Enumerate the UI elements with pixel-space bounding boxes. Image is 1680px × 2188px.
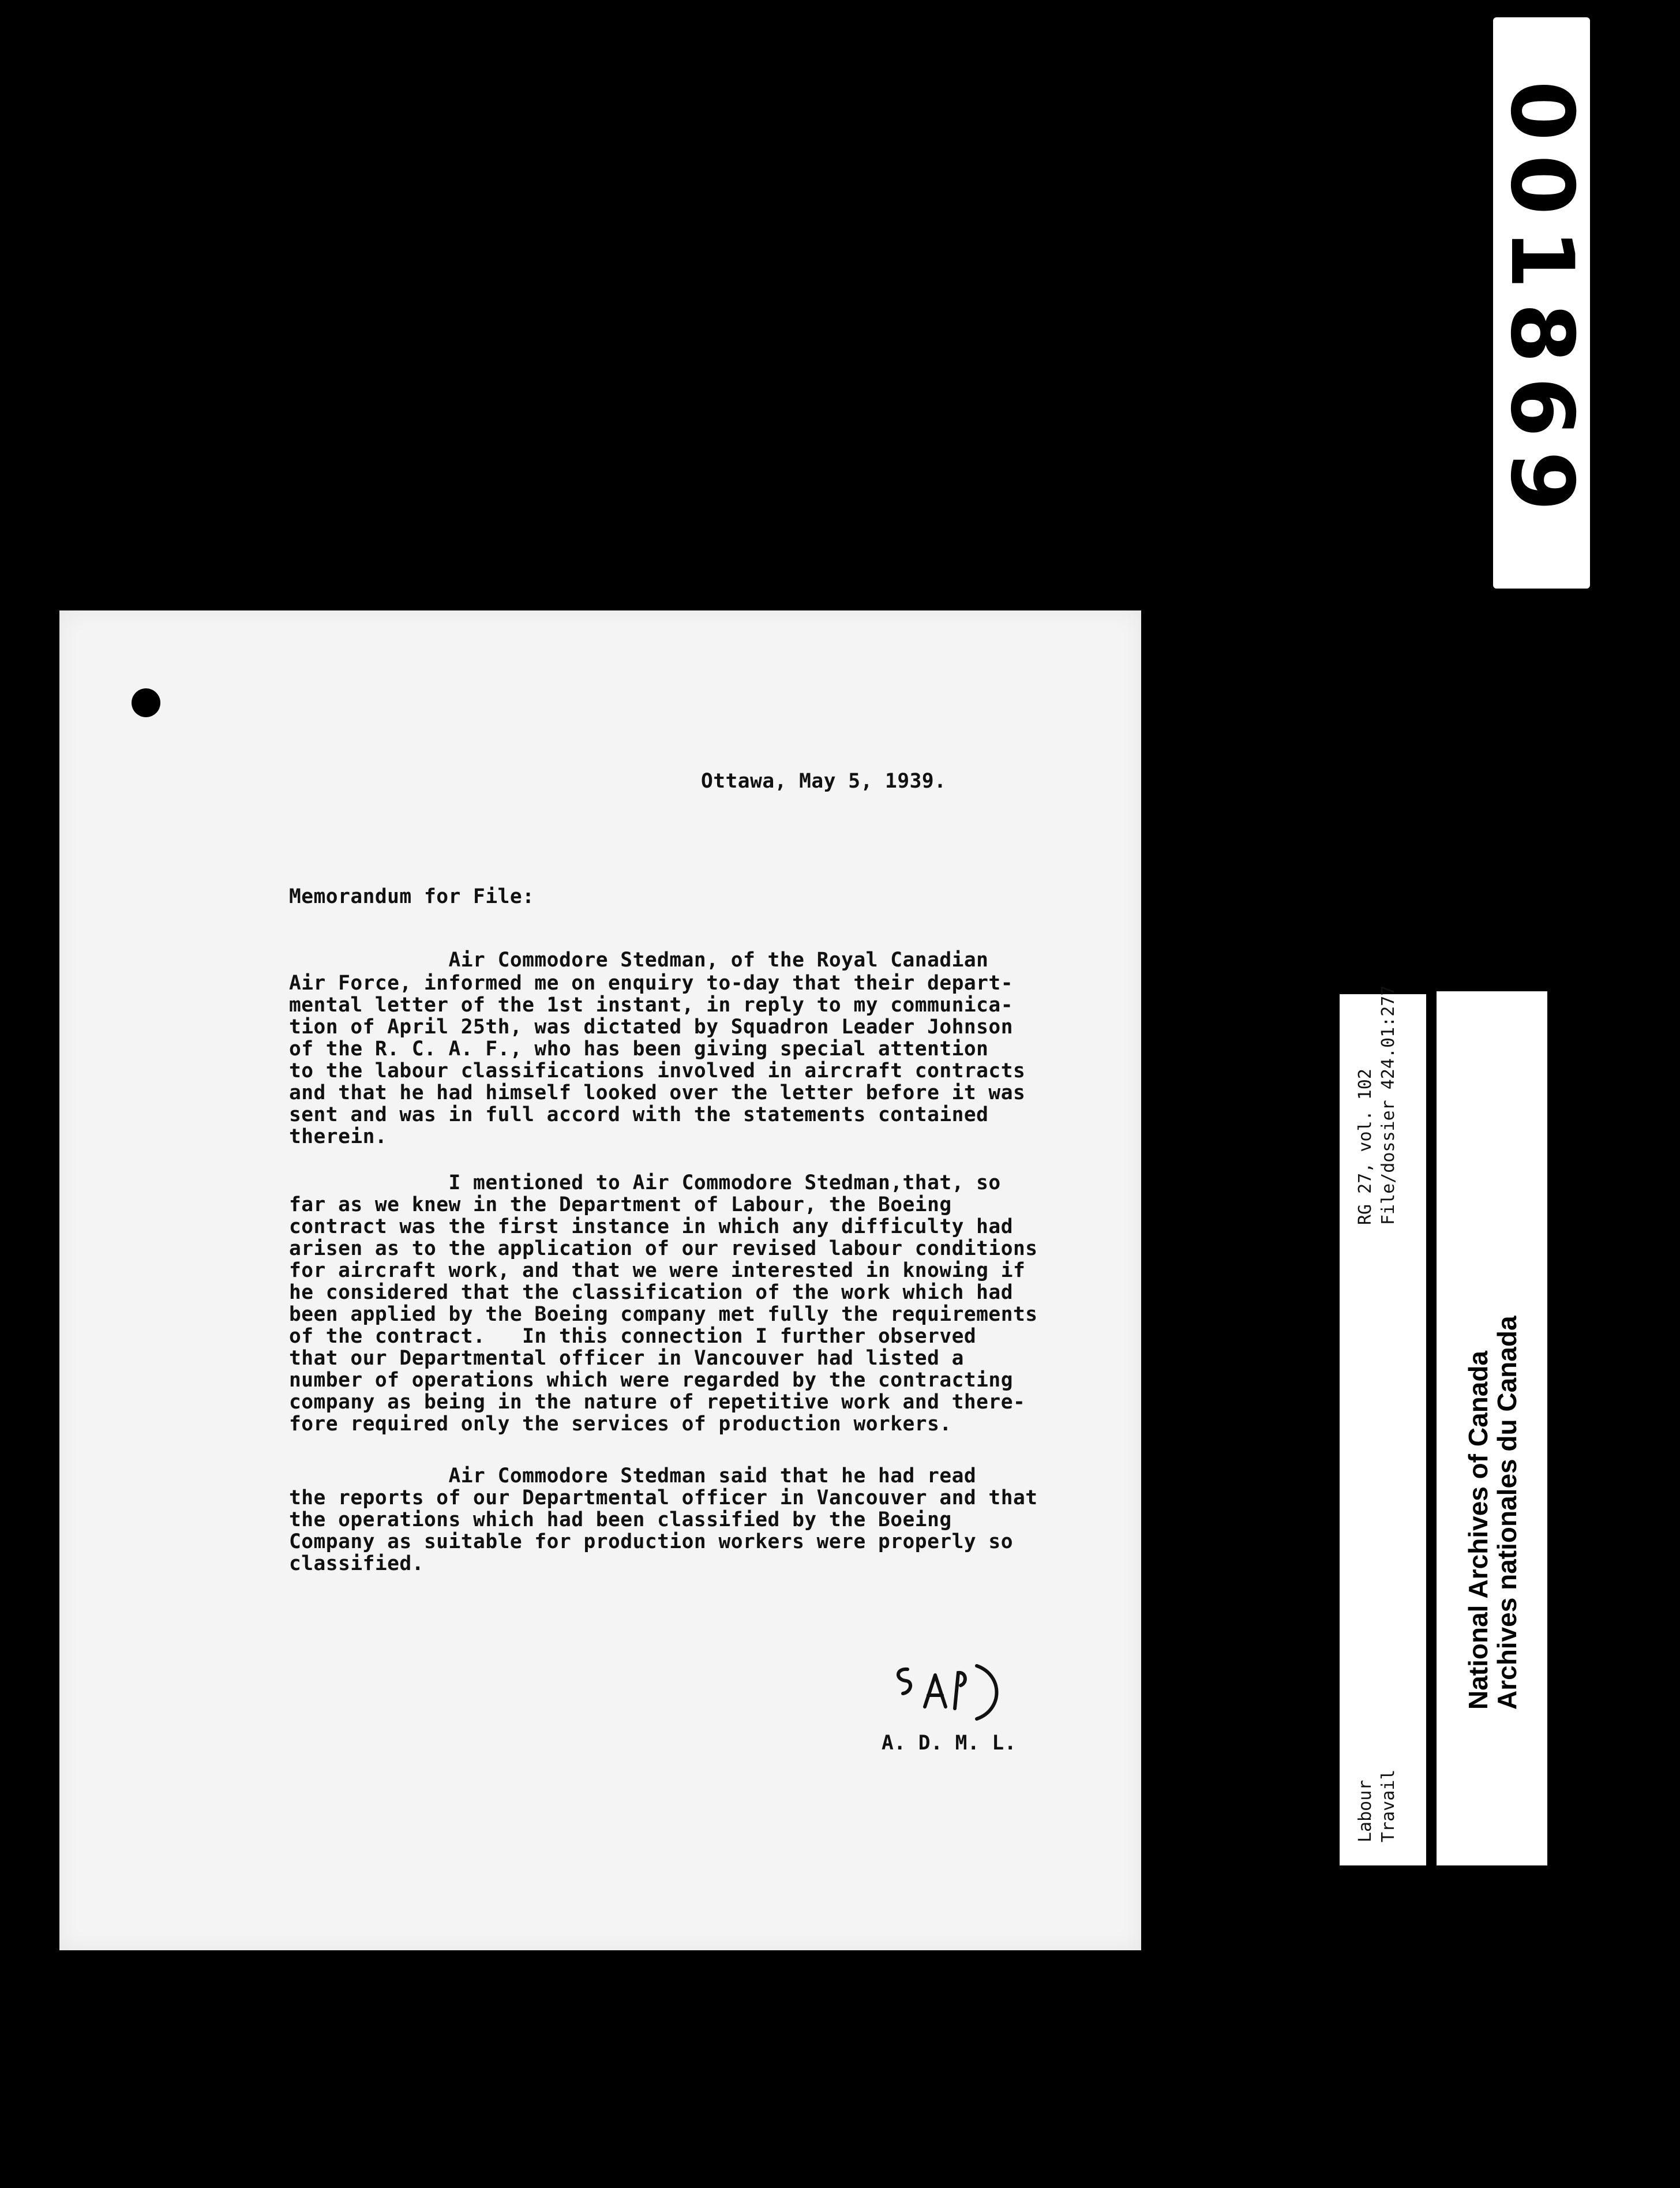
paragraph-1-line: Air Commodore Stedman, of the Royal Canadian bbox=[289, 949, 989, 972]
paragraph-2-line: arisen as to the application of our revised labour conditions bbox=[289, 1237, 1038, 1260]
archive-name-english: National Archives of Canada bbox=[1463, 1350, 1493, 1710]
handwritten-signature bbox=[890, 1652, 1017, 1727]
paragraph-2-line: of the contract. In this connection I further observed bbox=[289, 1325, 977, 1348]
memorandum-page bbox=[59, 610, 1141, 1950]
paragraph-1-line: sent and was in full accord with the statements contained bbox=[289, 1103, 989, 1126]
department-line-english: Labour bbox=[1355, 1779, 1375, 1842]
paragraph-1-line: and that he had himself looked over the letter before it was bbox=[289, 1081, 1026, 1104]
paragraph-2-line: he considered that the classification of the work which had bbox=[289, 1281, 1013, 1304]
paragraph-1-line: tion of April 25th, was dictated by Squadron Leader Johnson bbox=[289, 1016, 1013, 1039]
department-line-french: Travail bbox=[1378, 1769, 1398, 1842]
paragraph-3-line: classified. bbox=[289, 1552, 424, 1575]
paragraph-3-line: the reports of our Departmental officer in Vancouver and that bbox=[289, 1486, 1038, 1509]
paragraph-2-line: been applied by the Boeing company met fully the requirements bbox=[289, 1303, 1038, 1326]
paragraph-2-line: fore required only the services of production workers. bbox=[289, 1413, 952, 1436]
frame-number-label bbox=[1493, 17, 1590, 589]
punch-hole bbox=[132, 688, 160, 717]
paragraph-1-line: therein. bbox=[289, 1125, 388, 1148]
reference-line-file: File/dossier 424.01:277 bbox=[1378, 985, 1398, 1225]
reference-label bbox=[1340, 985, 1426, 1865]
document-date: Ottawa, May 5, 1939. bbox=[701, 770, 947, 793]
archive-label bbox=[1437, 991, 1547, 1865]
archive-name-french: Archives nationales du Canada bbox=[1492, 1316, 1522, 1710]
paragraph-3-line: Air Commodore Stedman said that he had read bbox=[289, 1464, 977, 1488]
paragraph-1-line: to the labour classifications involved in aircraft contracts bbox=[289, 1059, 1026, 1082]
paragraph-2-line: that our Departmental officer in Vancouver had listed a bbox=[289, 1347, 964, 1370]
paragraph-3-line: Company as suitable for production workers were properly so bbox=[289, 1530, 1013, 1553]
document-initials: A. D. M. L. bbox=[882, 1732, 1017, 1755]
paragraph-2-line: contract was the first instance in which any difficulty had bbox=[289, 1215, 1013, 1238]
paragraph-2-line: far as we knew in the Department of Labour, the Boeing bbox=[289, 1193, 952, 1216]
paragraph-3-line: the operations which had been classified by the Boeing bbox=[289, 1508, 952, 1531]
paragraph-2-line: company as being in the nature of repetitive work and there- bbox=[289, 1391, 1026, 1414]
paragraph-1-line: mental letter of the 1st instant, in reply to my communica- bbox=[289, 994, 1013, 1017]
paragraph-1-line: of the R. C. A. F., who has been giving special attention bbox=[289, 1037, 989, 1061]
paragraph-2-line: for aircraft work, and that we were interested in knowing if bbox=[289, 1259, 1026, 1282]
paragraph-2-line: I mentioned to Air Commodore Stedman,that, so bbox=[289, 1171, 1001, 1194]
frame-number: 001869 bbox=[1491, 80, 1592, 526]
paragraph-1-line: Air Force, informed me on enquiry to-day that their depart- bbox=[289, 972, 1013, 995]
document-heading: Memorandum for File: bbox=[289, 885, 535, 908]
paragraph-2-line: number of operations which were regarded by the contracting bbox=[289, 1369, 1013, 1392]
reference-line-volume: RG 27, vol. 102 bbox=[1355, 1069, 1375, 1225]
